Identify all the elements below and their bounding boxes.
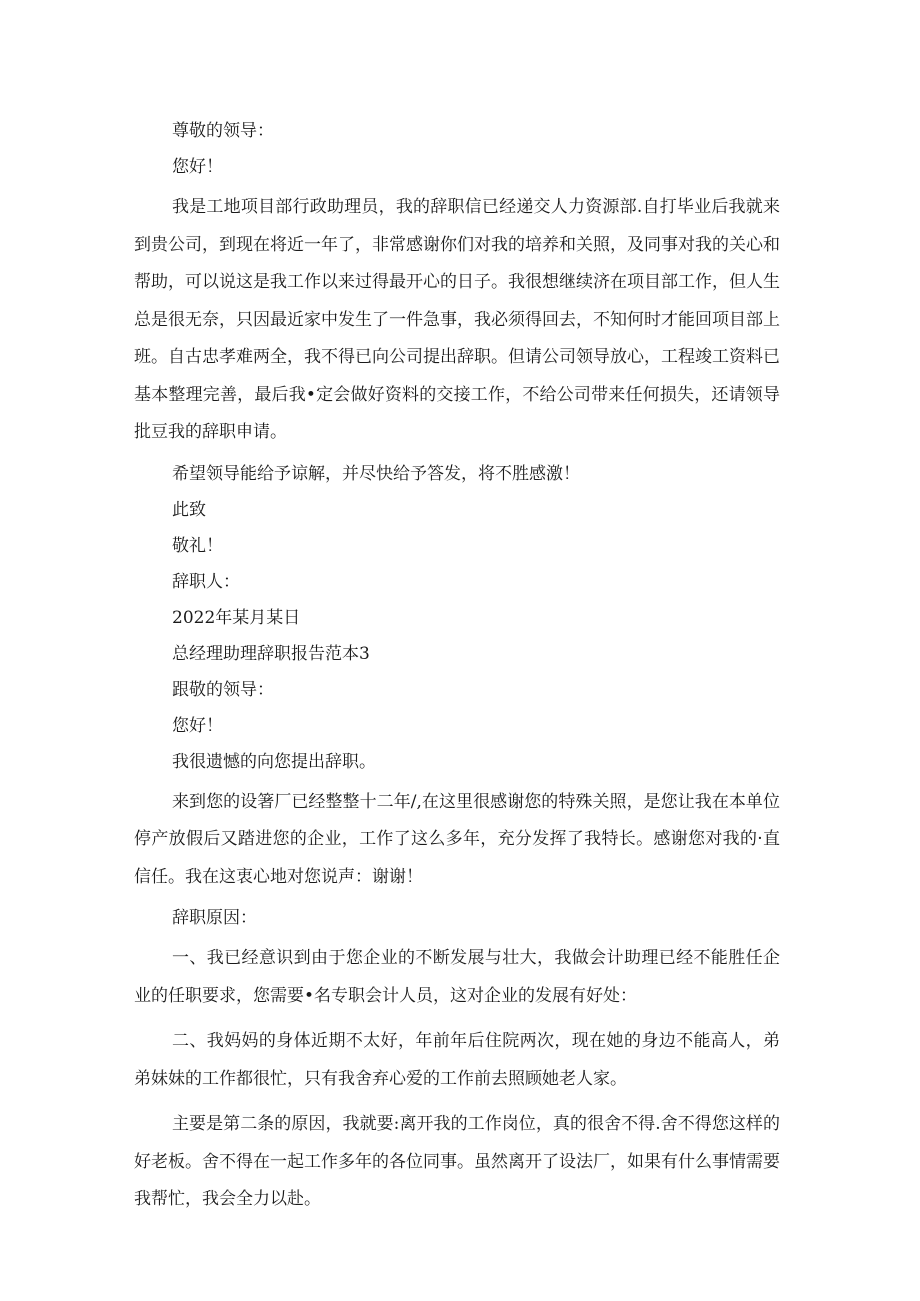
salutation: 尊敬的领导： [172, 121, 274, 141]
statement-line: 我很遗憾的向您提出辞职。 [172, 751, 376, 772]
body-paragraph: 我是工地项目部行政助理员，我的辞职信已经递交人力资源部.自打毕业后我就来到贵公司，到现在将近一年了，非常感谢你们对我的培养和关照，及同事对我的关心和帮助，可以说这是我工作以来过得最开心的日子。我很想继续济在项目部工作，但人生总是很无奈，只因最近家中发生了一件急事，我必须得回去，不知何时才能回项目部上班。自古忠孝难两全，我不得已向公司提出辞职。但请公司领导放心，工程竣工资料已基本整理完善，最后我•定会做好资料的交接工作，不给公司带来任何损失，还请领导批豆我的辞职申请。 [134, 197, 780, 442]
reasons-heading: 辞职原因： [172, 908, 257, 928]
request-line: 希望领导能给予谅解，并尽快给予答发，将不胜感激！ [172, 463, 580, 484]
greeting-hello: 您好！ [172, 157, 223, 177]
closing-line: 此致 [172, 499, 206, 520]
date-line: 2022年某月某日 [172, 607, 301, 628]
conclusion-paragraph: 主要是第二条的原因，我就要:离开我的工作岗位，真的很舍不得.舍不得您这样的好老板。舍不得在一起工作多年的各位同事。虽然离开了设法厂，如果有什么事情需要我帮忙，我会全力以赴。 [134, 1114, 780, 1209]
closing-regards: 敬礼！ [172, 535, 223, 556]
reason-item-2: 二、我妈妈的身体近期不太好，年前年后住院两次，现在她的身边不能高人，弟弟妹妹的工作都很忙，只有我舍弃心爱的工作前去照顾她老人家。 [134, 1031, 780, 1089]
greeting-hello-2: 您好！ [172, 715, 223, 736]
reason-item-1: 一、我已经意识到由于您企业的不断发展与壮大，我做会计助理已经不能胜任企业的任职要求，您需要•名专职会计人员，这对企业的发展有好处： [134, 948, 780, 1006]
signature-label: 辞职人： [172, 571, 240, 592]
document-body [134, 117, 780, 1219]
section-title: 总经理助理辞职报告范本3 [172, 643, 370, 664]
salutation-2: 跟敬的领导： [172, 679, 274, 700]
body-paragraph-2: 来到您的设箸厂已经整整十二年/,在这里很感谢您的特殊关照，是您让我在本单位停产放假后又踏进您的企业，工作了这么多年，充分发挥了我特长。感谢您对我的·直信任。我在这衷心地对您说声：谢谢！ [134, 791, 780, 887]
